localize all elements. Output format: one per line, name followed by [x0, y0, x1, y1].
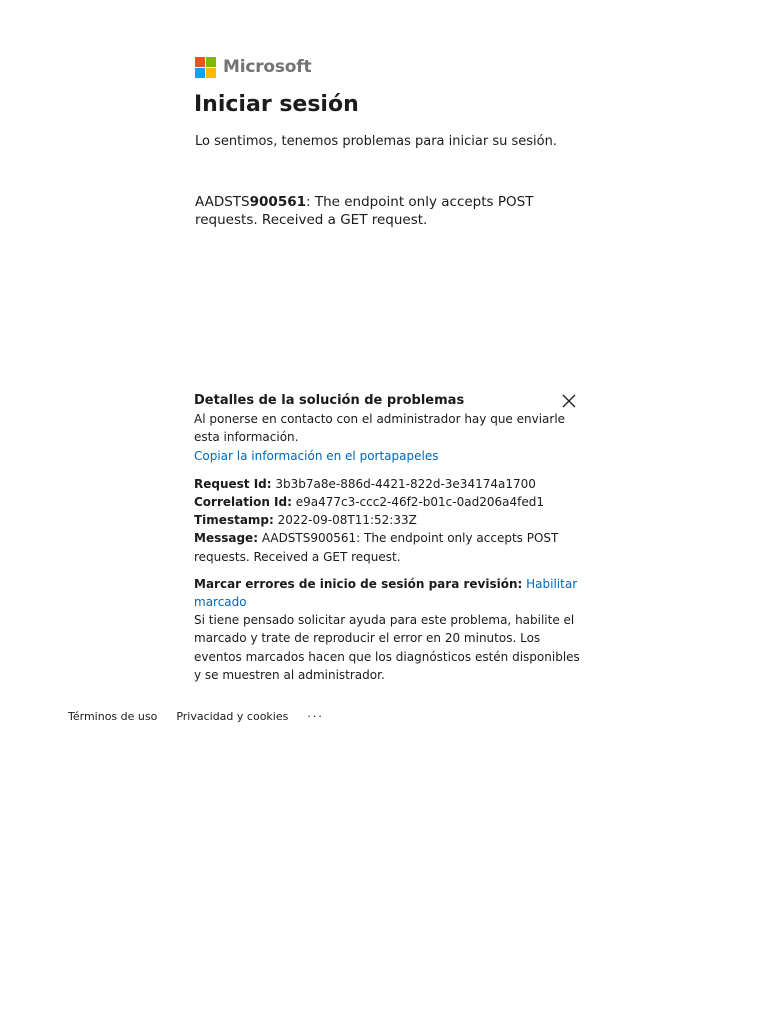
- logo-square-blue: [195, 68, 205, 78]
- more-options-button[interactable]: ···: [307, 710, 324, 723]
- correlation-id-row: [194, 493, 584, 511]
- close-icon[interactable]: [562, 394, 576, 408]
- flag-errors-section: [194, 575, 584, 684]
- error-code-number: 900561: [249, 194, 307, 210]
- timestamp-value: 2022-09-08T11:52:33Z: [273, 513, 417, 528]
- flag-errors-help: Si tiene pensado solicitar ayuda para este problema, habilite el marcado y trate de reproducir el error en 20 minutos. Los eventos marcados hacen que los diagnósticos estén disponibles y se muestren al administrador.: [194, 613, 580, 682]
- error-code-prefix: AADSTS: [195, 194, 250, 210]
- message-value: AADSTS900561: The endpoint only accepts POST requests. Received a GET request.: [194, 531, 559, 564]
- logo-square-red: [195, 57, 205, 67]
- details-description: Al ponerse en contacto con el administrador hay que enviarle esta información.: [194, 412, 566, 445]
- logo-square-green: [206, 57, 216, 67]
- request-id-label: Request Id:: [194, 476, 272, 491]
- copy-info-link[interactable]: Copiar la información en el portapapeles: [194, 448, 439, 463]
- correlation-id-value: e9a477c3-ccc2-46f2-b01c-0ad206a4fed1: [291, 495, 544, 510]
- troubleshooting-details: [194, 392, 584, 684]
- privacy-cookies-link[interactable]: Privacidad y cookies: [176, 710, 289, 723]
- logo-square-yellow: [206, 68, 216, 78]
- footer: [68, 710, 324, 723]
- message-label: Message:: [194, 531, 258, 546]
- request-id-value: 3b3b7a8e-886d-4421-822d-3e34174a1700: [271, 476, 536, 491]
- details-title: Detalles de la solución de problemas: [194, 393, 465, 408]
- message-row: [194, 529, 584, 565]
- details-fields: [194, 475, 584, 566]
- microsoft-wordmark: Microsoft: [223, 57, 312, 77]
- microsoft-logo-icon: [195, 57, 216, 78]
- error-text: : The endpoint only accepts POST requests. Received a GET request.: [195, 194, 534, 228]
- enable-flagging-link[interactable]: Habilitar marcado: [194, 576, 578, 610]
- page-subtitle: Lo sentimos, tenemos problemas para iniciar su sesión.: [195, 134, 557, 149]
- error-message: [195, 193, 585, 229]
- timestamp-row: [194, 511, 584, 529]
- page-title: Iniciar sesión: [194, 92, 359, 117]
- microsoft-logo: [195, 56, 311, 78]
- correlation-id-label: Correlation Id:: [194, 495, 292, 510]
- timestamp-label: Timestamp:: [194, 513, 274, 528]
- details-header: [194, 392, 584, 410]
- terms-of-use-link[interactable]: Términos de uso: [68, 710, 158, 723]
- flag-errors-label: Marcar errores de inicio de sesión para revisión:: [194, 576, 523, 591]
- close-icon-glyph: [562, 394, 576, 408]
- request-id-row: [194, 475, 584, 493]
